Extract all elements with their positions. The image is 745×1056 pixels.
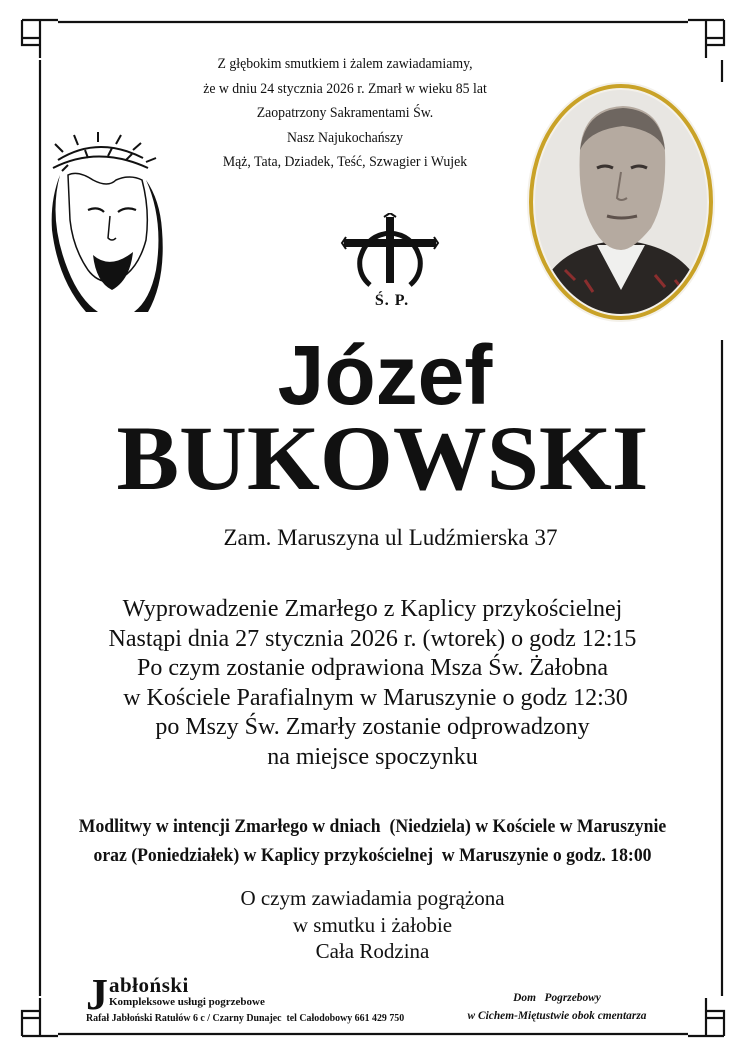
portrait-photo — [525, 80, 717, 324]
jesus-crown-of-thorns-icon — [38, 130, 166, 315]
ceremony-line: na miejsce spoczynku — [267, 743, 478, 770]
announcement-intro — [166, 52, 525, 175]
deceased-first-name: Józef — [277, 328, 493, 422]
intro-line: Z głębokim smutkiem i żalem zawiadamiamy, — [217, 56, 473, 72]
prayer-line: Modlitwy w intencji Zmarłego w dniach (Niedziela) w Kościele w Maruszynie — [78, 816, 667, 837]
funeral-home-info — [457, 988, 657, 1024]
funeral-home-line: w Cichem-Miętustwie obok cmentarza — [467, 1008, 647, 1022]
company-logo-initial: J — [86, 970, 108, 1019]
deceased-address: Zam. Maruszyna ul Ludźmierska 37 — [223, 525, 558, 550]
intro-line: Mąż, Tata, Dziadek, Teść, Szwagier i Wujek — [222, 154, 468, 170]
intro-line: że w dniu 24 stycznia 2026 r. Zmarł w wieku 85 lat — [203, 80, 487, 97]
ceremony-line: Po czym zostanie odprawiona Msza Św. Żałobna — [137, 655, 608, 681]
company-name: abłoński — [109, 973, 189, 997]
family-line: w smutku i żałobie — [292, 912, 453, 937]
intro-line: Zaopatrzony Sakramentami Św. — [256, 105, 434, 121]
deceased-last-name: BUKOWSKI — [116, 407, 649, 509]
ceremony-line: Wyprowadzenie Zmarłego z Kaplicy przykościelnej — [122, 596, 623, 622]
ceremony-line: w Kościele Parafialnym w Maruszynie o godz 12:30 — [117, 684, 628, 711]
ceremony-details — [0, 595, 745, 772]
family-line: O czym zawiadamia pogrążona — [240, 886, 505, 910]
prayer-line: oraz (Poniedziałek) w Kaplicy przykościelnej w Maruszynie o godz. 18:00 — [93, 845, 652, 866]
company-tagline: Kompleksowe usługi pogrzebowe — [109, 996, 265, 1008]
family-line: Cała Rodzina — [315, 939, 430, 963]
intro-line: Nasz Najukochańszy — [286, 129, 404, 146]
ceremony-line: Nastąpi dnia 27 stycznia 2026 r. (wtorek) o godz 12:15 — [108, 625, 637, 652]
ceremony-line: po Mszy Św. Zmarły zostanie odprowadzony — [155, 714, 590, 740]
family-notice — [0, 885, 745, 965]
funeral-home-line: Dom Pogrzebowy — [513, 990, 601, 1004]
sp-symbol-text: Ś. P. — [374, 292, 410, 309]
company-address: Rafał Jabłoński Ratułów 6 c / Czarny Dunajec tel Całodobowy 661 429 750 — [86, 1012, 405, 1024]
prayer-info — [26, 812, 719, 870]
